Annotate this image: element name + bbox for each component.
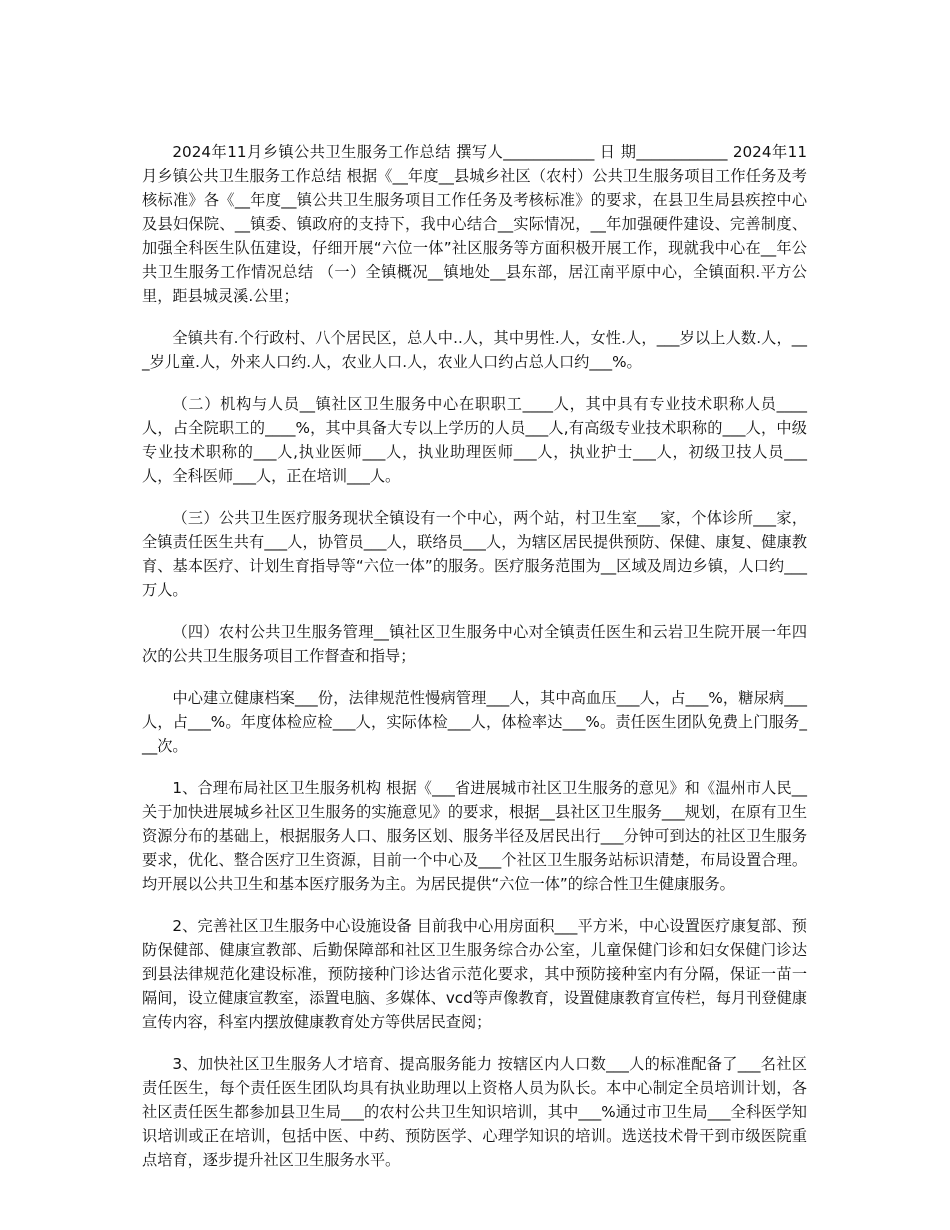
paragraph-health-records: 中心建立健康档案___份，法律规范性慢病管理___人，其中高血压___人，占___%，糖尿病___人，占___%。年度体检应检___人，实际体检___人，体检率达___%。责任医生团队免费上门服务___次。 [142, 689, 807, 755]
paragraph-population: 全镇共有.个行政村、八个居民区，总人中..人，其中男性.人，女性.人，___岁以上人数.人，___岁儿童.人，外来人口约.人，农业人口.人，农业人口约占总人口约___%。 [142, 329, 807, 371]
paragraph-staff: （二）机构与人员__镇社区卫生服务中心在职职工____人，其中具有专业技术职称人员____人，占全院职工的____%，其中具备大专以上学历的人员___人,有高级专业技术职称的___人，中级专业技术职称的___人,执业医师___人，执业助理医师___人，执业护士___人，初级卫技人员___人，全科医师___人，正在培训___人。 [142, 395, 807, 485]
paragraph-intro: 2024年11月乡镇公共卫生服务工作总结 撰写人____________ 日 期____________ 2024年11月乡镇公共卫生服务工作总结 根据《__年度__县城乡社区（农村）公共卫生服务项目工作任务及考核标准》各《__年度__镇公共卫生服务项目工作任务及考核标准》的要求，在县卫生局县疾控中心及县妇保院、__镇委、镇政府的支持下，我中心结合__实际情况，__年加强硬件建设、完善制度、加强全科医生队伍建设，仔细开展“六位一体”社区服务等方面积极开展工作，现就我中心在__年公共卫生服务工作情况总结 （一）全镇概况__镇地处__县东部，居江南平原中心，全镇面积.平方公里，距县城灵溪.公里； [142, 143, 807, 305]
paragraph-section-2: 2、完善社区卫生服务中心设施设备 目前我中心用房面积___平方米，中心设置医疗康复部、预防保健部、健康宣教部、后勤保障部和社区卫生服务综合办公室，儿童保健门诊和妇女保健门诊达到县法律规范化建设标准，预防接种门诊达省示范化要求，其中预防接种室内有分隔，保证一苗一隔间，设立健康宣教室，添置电脑、多媒体、vcd等声像教育，设置健康教育宣传栏，每月刊登健康宣传内容，科室内摆放健康教育处方等供居民查阅； [142, 917, 807, 1031]
paragraph-rural-management: （四）农村公共卫生服务管理__镇社区卫生服务中心对全镇责任医生和云岩卫生院开展一年四次的公共卫生服务项目工作督查和指导； [142, 623, 807, 665]
paragraph-section-1: 1、合理布局社区卫生服务机构 根据《___省进展城市社区卫生服务的意见》和《温州市人民__关于加快进展城乡社区卫生服务的实施意见》的要求，根据__县社区卫生服务___规划，在原有卫生资源分布的基础上，根据服务人口、服务区划、服务半径及居民出行___分钟可到达的社区卫生服务要求，优化、整合医疗卫生资源，目前一个中心及___个社区卫生服务站标识清楚，布局设置合理。均开展以公共卫生和基本医疗服务为主。为居民提供“六位一体”的综合性卫生健康服务。 [142, 779, 807, 893]
document-body [142, 140, 807, 1190]
paragraph-medical-status: （三）公共卫生医疗服务现状全镇设有一个中心，两个站，村卫生室___家，个体诊所___家，全镇责任医生共有___人，协管员___人，联络员___人，为辖区居民提供预防、保健、康复、健康教育、基本医疗、计划生育指导等“六位一体”的服务。医疗服务范围为__区域及周边乡镇，人口约___万人。 [142, 509, 807, 599]
paragraph-section-3: 3、加快社区卫生服务人才培育、提高服务能力 按辖区内人口数___人的标准配备了___名社区责任医生，每个责任医生团队均具有执业助理以上资格人员为队长。本中心制定全员培训计划，各社区责任医生都参加县卫生局___的农村公共卫生知识培训，其中___%通过市卫生局___全科医学知识培训或正在培训，包括中医、中药、预防医学、心理学知识的培训。选送技术骨干到市级医院重点培育，逐步提升社区卫生服务水平。 [142, 1055, 807, 1169]
